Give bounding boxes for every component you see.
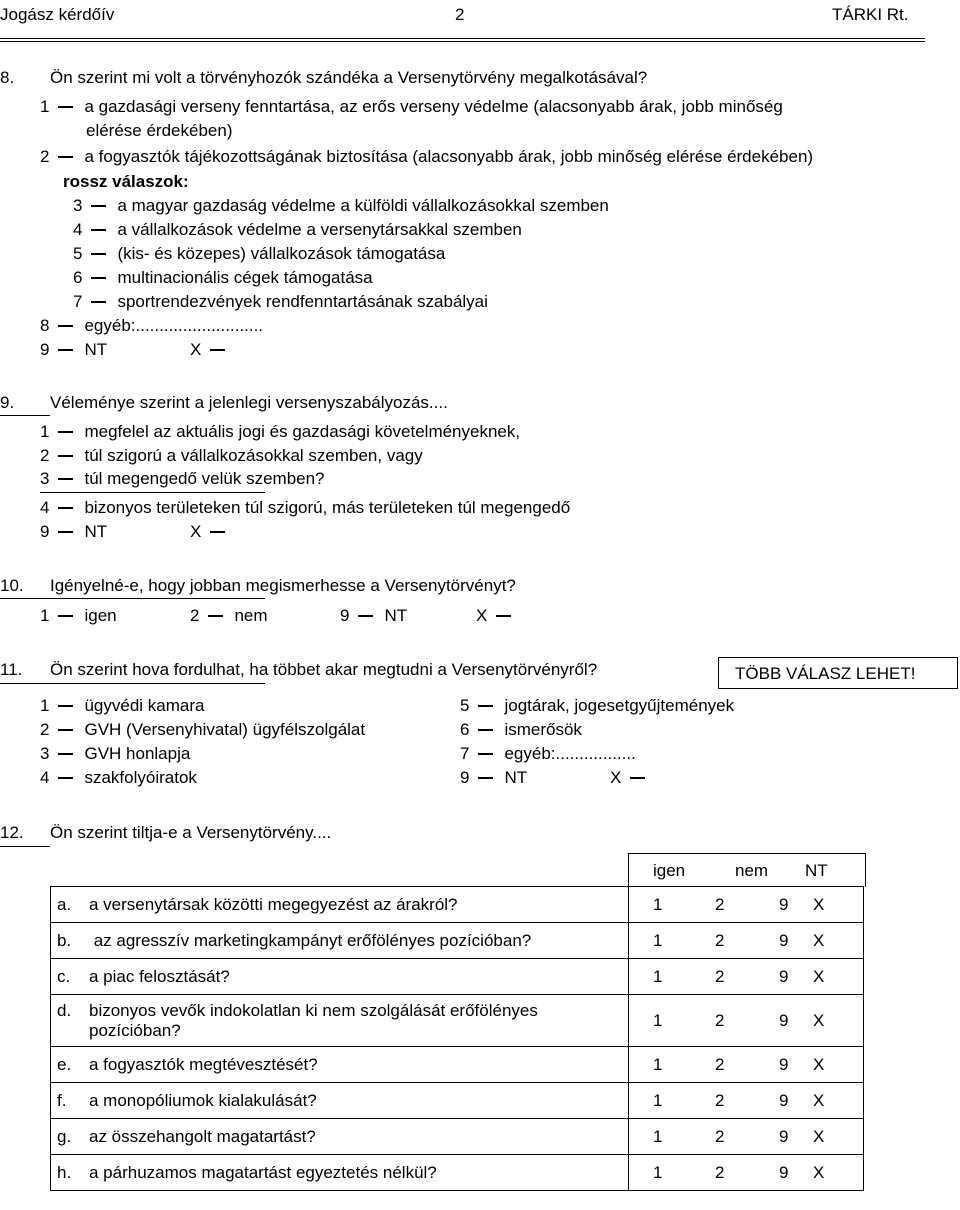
row-text: az agresszív marketingkampányt erőfölényes pozícióban? (89, 930, 532, 950)
answer-code-x[interactable]: X (813, 1090, 825, 1110)
answer-code-x[interactable]: X (813, 930, 825, 950)
wrong-answers-label: rossz válaszok: (63, 172, 189, 191)
option-9[interactable]: 9 NT (460, 768, 528, 787)
option-5[interactable]: 5 (kis- és közepes) vállalkozások támogatása (73, 244, 446, 263)
column-header-nem: nem (735, 861, 769, 880)
header-title: Jogász kérdőív (0, 5, 115, 24)
option-2[interactable]: 2 nem (190, 606, 268, 625)
row-text: a párhuzamos magatartást egyeztetés nélkül? (89, 1162, 437, 1182)
answer-code-1[interactable]: 1 (653, 894, 663, 914)
option-2[interactable]: 2 a fogyasztók tájékozottságának biztosítása (alacsonyabb árak, jobb minőség elérése érdekében) (40, 147, 814, 166)
answer-code-1[interactable]: 1 (653, 1126, 663, 1146)
option-4[interactable]: 4 bizonyos területeken túl szigorú, más területeken túl megengedő (40, 498, 571, 517)
question-number: 12. (0, 823, 24, 842)
row-letter: e. (57, 1054, 72, 1074)
multiple-answers-note: TÖBB VÁLASZ LEHET! (718, 657, 958, 689)
option-7[interactable]: 7 sportrendezvények rendfenntartásának szabályai (73, 292, 488, 311)
question-number: 11. (0, 660, 23, 679)
option-5[interactable]: 5 jogtárak, jogesetgyűjtemények (460, 696, 735, 715)
question-text: Ön szerint hova fordulhat, ha többet akar megtudni a Versenytörvényről? (50, 660, 598, 679)
row-text: az összehangolt magatartást? (89, 1126, 316, 1146)
row-text: bizonyos vevők indokolatlan ki nem szolgálását erőfölényes pozícióban? (89, 1000, 538, 1040)
answer-code-1[interactable]: 1 (653, 930, 663, 950)
page-number: 2 (455, 5, 465, 24)
option-9[interactable]: 9 NT (340, 606, 408, 625)
answer-code-9[interactable]: 9 (779, 1090, 789, 1110)
option-x[interactable]: X (476, 606, 522, 626)
question-text: Ön szerint tiltja-e a Versenytörvény.... (50, 823, 332, 842)
option-2[interactable]: 2 túl szigorú a vállalkozásokkal szemben, vagy (40, 446, 423, 465)
answer-code-x[interactable]: X (813, 1126, 825, 1146)
answer-code-9[interactable]: 9 (779, 1054, 789, 1074)
row-text: a piac felosztását? (89, 966, 230, 986)
option-1[interactable]: 1 megfelel az aktuális jogi és gazdasági követelményeknek, (40, 422, 521, 441)
answer-code-2[interactable]: 2 (715, 1090, 725, 1110)
table-row (51, 1083, 864, 1119)
row-letter: h. (57, 1162, 72, 1182)
table-row (51, 923, 864, 959)
prohibition-table (50, 886, 864, 1191)
option-1[interactable]: 1 ügyvédi kamara (40, 696, 205, 715)
answer-code-1[interactable]: 1 (653, 1010, 663, 1030)
answer-code-9[interactable]: 9 (779, 894, 789, 914)
answer-code-1[interactable]: 1 (653, 1162, 663, 1182)
option-9[interactable]: 9 NT (40, 522, 108, 541)
row-text: a fogyasztók megtévesztését? (89, 1054, 318, 1074)
answer-code-9[interactable]: 9 (779, 930, 789, 950)
row-letter: f. (57, 1090, 67, 1110)
answer-code-2[interactable]: 2 (715, 966, 725, 986)
answer-code-x[interactable]: X (813, 1054, 825, 1074)
option-2[interactable]: 2 GVH (Versenyhivatal) ügyfélszolgálat (40, 720, 366, 739)
row-text: a monopóliumok kialakulását? (89, 1090, 317, 1110)
table-row (51, 1047, 864, 1083)
option-9[interactable]: 9 NT (40, 340, 108, 359)
answer-code-2[interactable]: 2 (715, 894, 725, 914)
option-1[interactable]: 1 igen (40, 606, 117, 625)
row-letter: b. (57, 930, 72, 950)
option-3[interactable]: 3 túl megengedő velük szemben? (40, 469, 325, 488)
header-company: TÁRKI Rt. (832, 5, 909, 24)
row-letter: d. (57, 1000, 72, 1020)
table-row (51, 995, 864, 1047)
answer-code-2[interactable]: 2 (715, 1162, 725, 1182)
row-text: a versenytársak közötti megegyezést az árakról? (89, 894, 458, 914)
table-row (51, 1119, 864, 1155)
answer-code-x[interactable]: X (813, 1162, 825, 1182)
option-4[interactable]: 4 szakfolyóiratok (40, 768, 197, 787)
option-x[interactable]: X (190, 522, 236, 542)
question-text: Ön szerint mi volt a törvényhozók szándéka a Versenytörvény megalkotásával? (50, 68, 648, 87)
table-row (51, 959, 864, 995)
answer-code-9[interactable]: 9 (779, 1126, 789, 1146)
option-1-cont: elérése érdekében) (86, 121, 233, 140)
option-1[interactable]: 1 a gazdasági verseny fenntartása, az erős verseny védelme (alacsonyabb árak, jobb minőség (40, 97, 783, 116)
option-x[interactable]: X (190, 340, 236, 360)
answer-code-2[interactable]: 2 (715, 1010, 725, 1030)
answer-code-9[interactable]: 9 (779, 966, 789, 986)
answer-code-2[interactable]: 2 (715, 930, 725, 950)
question-text: Véleménye szerint a jelenlegi versenyszabályozás.... (50, 393, 448, 412)
answer-code-9[interactable]: 9 (779, 1010, 789, 1030)
column-header-igen: igen (653, 861, 686, 880)
answer-code-2[interactable]: 2 (715, 1126, 725, 1146)
answer-code-9[interactable]: 9 (779, 1162, 789, 1182)
row-letter: a. (57, 894, 72, 914)
answer-code-1[interactable]: 1 (653, 1090, 663, 1110)
table-row (51, 1155, 864, 1191)
option-3[interactable]: 3 GVH honlapja (40, 744, 191, 763)
header-rule (0, 38, 925, 39)
question-number: 9. (0, 393, 15, 412)
answer-code-1[interactable]: 1 (653, 1054, 663, 1074)
header-rule-2 (0, 41, 925, 42)
option-x[interactable]: X (610, 768, 656, 788)
option-6[interactable]: 6 ismerősök (460, 720, 582, 739)
option-8[interactable]: 8 egyéb:........................... (40, 316, 264, 335)
option-7[interactable]: 7 egyéb:................. (460, 744, 636, 763)
table-column-headers (628, 853, 866, 887)
answer-code-1[interactable]: 1 (653, 966, 663, 986)
question-text: Igényelné-e, hogy jobban megismerhesse a Versenytörvényt? (50, 576, 516, 595)
option-6[interactable]: 6 multinacionális cégek támogatása (73, 268, 373, 287)
option-3[interactable]: 3 a magyar gazdaság védelme a külföldi vállalkozásokkal szemben (73, 196, 609, 215)
answer-code-x[interactable]: X (813, 966, 825, 986)
column-header-nt: NT (805, 861, 828, 880)
answer-code-x[interactable]: X (813, 894, 825, 914)
question-number: 8. (0, 68, 15, 87)
row-letter: c. (57, 966, 71, 986)
answer-code-x[interactable]: X (813, 1010, 825, 1030)
table-row (51, 887, 864, 923)
question-number: 10. (0, 576, 24, 595)
option-4[interactable]: 4 a vállalkozások védelme a versenytársakkal szemben (73, 220, 522, 239)
answer-code-2[interactable]: 2 (715, 1054, 725, 1074)
row-letter: g. (57, 1126, 72, 1146)
